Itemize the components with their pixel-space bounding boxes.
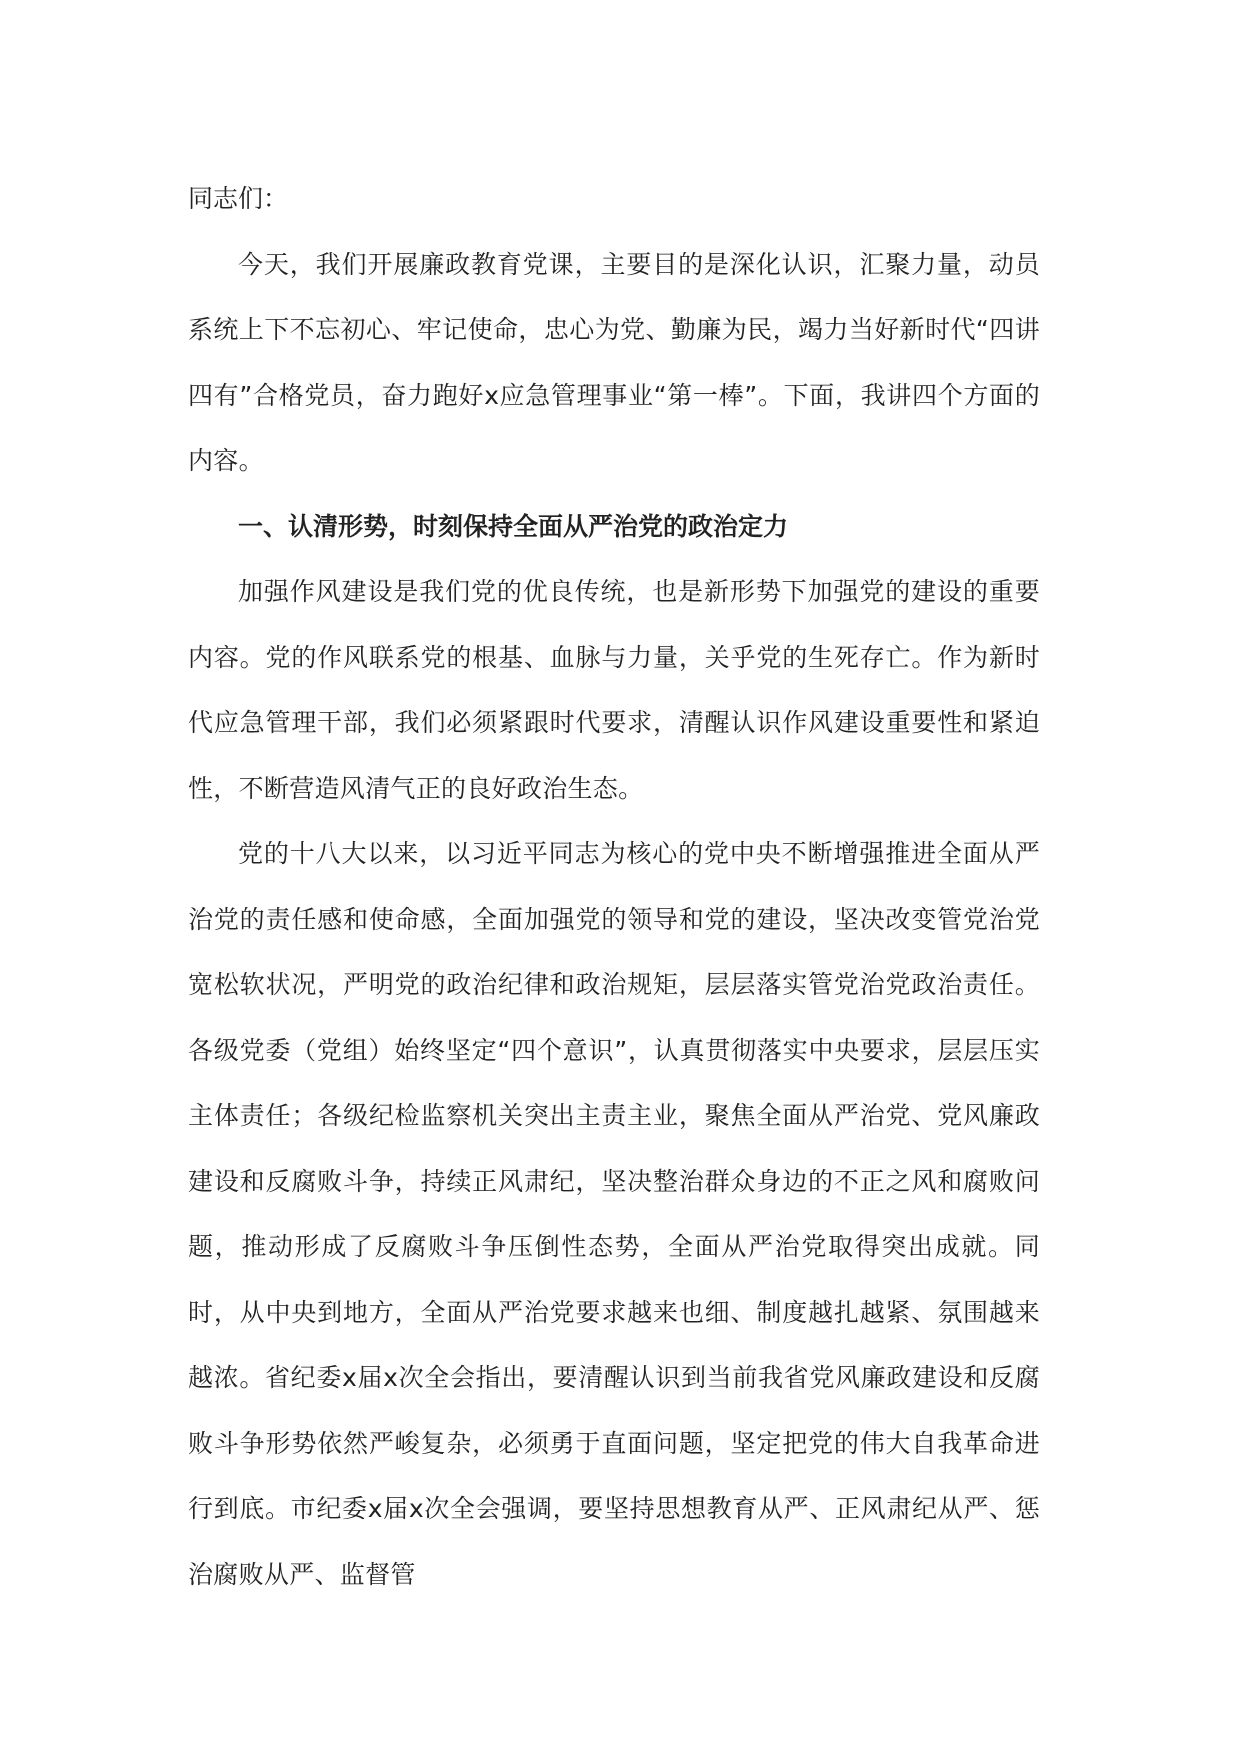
body-paragraph: 加强作风建设是我们党的优良传统，也是新形势下加强党的建设的重要内容。党的作风联系党的根基、血脉与力量，关乎党的生死存亡。作为新时代应急管理干部，我们必须紧跟时代要求，清醒认识作风建设重要性和紧迫性，不断营造风清气正的良好政治生态。 xyxy=(188,577,1040,803)
body-paragraph: 党的十八大以来，以习近平同志为核心的党中央不断增强推进全面从严治党的责任感和使命感，全面加强党的领导和党的建设，坚决改变管党治党宽松软状况，严明党的政治纪律和政治规矩，层层落实管党治党政治责任。各级党委（党组）始终坚定“四个意识”，认真贯彻落实中央要求，层层压实主体责任；各级纪检监察机关突出主责主业，聚焦全面从严治党、党风廉政建设和反腐败斗争，持续正风肃纪，坚决整治群众身边的不正之风和腐败问题，推动形成了反腐败斗争压倒性态势，全面从严治党取得突出成就。同时，从中央到地方，全面从严治党要求越来也细、制度越扎越紧、氛围越来越浓。省纪委x届x次全会指出，要清醒认识到当前我省党风廉政建设和反腐败斗争形势依然严峻复杂，必须勇于直面问题，坚定把党的伟大自我革命进行到底。市纪委x届x次全会强调，要坚持思想教育从严、正风肃纪从严、惩治腐败从严、监督管 xyxy=(188,839,1040,1589)
document-body xyxy=(188,166,1040,1607)
salutation: 同志们： xyxy=(188,184,289,213)
intro-paragraph: 今天，我们开展廉政教育党课，主要目的是深化认识，汇聚力量，动员系统上下不忘初心、牢记使命，忠心为党、勤廉为民，竭力当好新时代“四讲四有”合格党员，奋力跑好x应急管理事业“第一棒”。下面，我讲四个方面的内容。 xyxy=(188,249,1040,475)
section-heading: 一、认清形势，时刻保持全面从严治党的政治定力 xyxy=(238,511,789,541)
